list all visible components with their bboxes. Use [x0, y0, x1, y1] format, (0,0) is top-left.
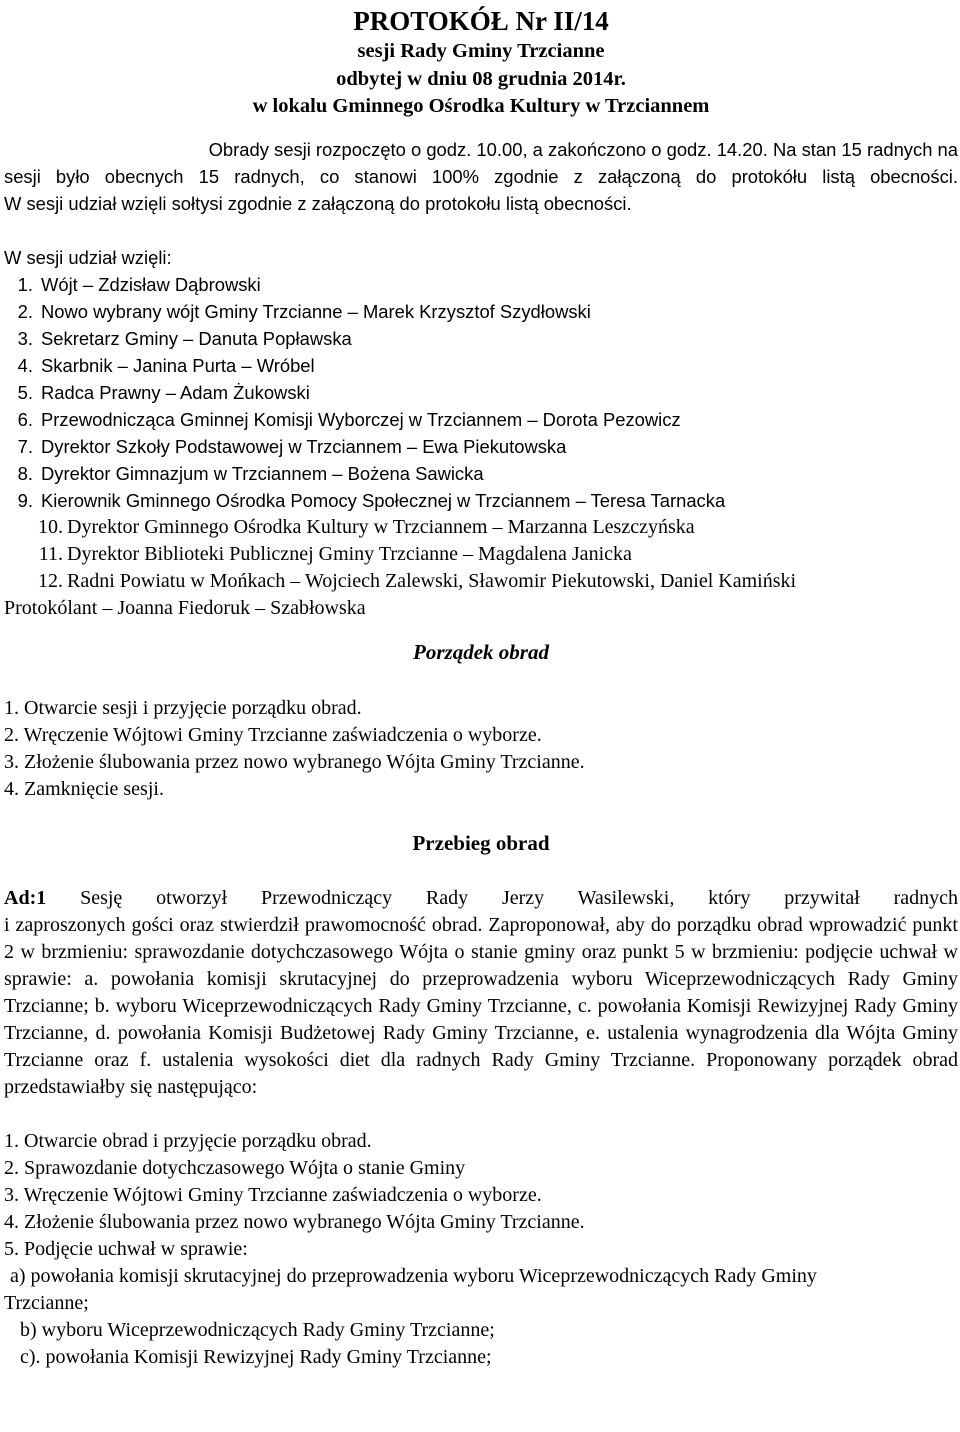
intro-paragraph — [4, 136, 958, 217]
proposed-sub-a-line1: a) powołania komisji skrutacyjnej do przeprowadzenia wyboru Wiceprzewodniczących Rady Gminy — [10, 1264, 817, 1287]
attendee-text: Radni Powiatu w Mońkach – Wojciech Zalewski, Sławomir Piekutowski, Daniel Kamiński — [67, 569, 797, 592]
proposed-agenda-item: 5. Podjęcie uchwał w sprawie: — [4, 1237, 248, 1260]
proposed-agenda-item: 2. Sprawozdanie dotychczasowego Wójta o stanie Gminy — [4, 1156, 466, 1179]
attendee-text: Dyrektor Szkoły Podstawowej w Trzciannem – Ewa Piekutowska — [41, 435, 567, 457]
attendee-text: Kierownik Gminnego Ośrodka Pomocy Społecznej w Trzciannem – Teresa Tarnacka — [41, 489, 726, 511]
intro-line-2: sesji było obecnych 15 radnych, co stanowi 100% zgodnie z załączoną do protokółu listą obecności. — [4, 165, 958, 187]
ad1-label: Ad:1 — [4, 886, 47, 909]
attendee-number: 1. — [17, 273, 33, 295]
attendee-number: 10. — [38, 515, 63, 538]
agenda-item: 2. Wręczenie Wójtowi Gminy Trzcianne zaświadczenia o wyborze. — [4, 723, 542, 746]
header-line-session: sesji Rady Gminy Trzcianne — [357, 40, 605, 62]
attendee-text: Skarbnik – Janina Purta – Wróbel — [41, 354, 315, 376]
attendee-item — [4, 460, 958, 487]
attendee-item — [4, 568, 958, 595]
attendee-item — [4, 514, 958, 541]
proposed-sub-c: c). powołania Komisji Rewizyjnej Rady Gminy Trzcianne; — [20, 1345, 492, 1368]
attendees-list — [4, 271, 958, 595]
intro-line-3: W sesji udział wzięli sołtysi zgodnie z załączoną do protokołu listą obecności. — [4, 192, 632, 214]
attendee-item — [4, 325, 958, 352]
attendees-heading: W sesji udział wzięli: — [4, 246, 172, 268]
attendee-number: 9. — [17, 489, 33, 511]
attendee-text: Dyrektor Biblioteki Publicznej Gminy Trzcianne – Magdalena Janicka — [67, 542, 632, 565]
ad1-first-line — [4, 885, 958, 912]
intro-line-1: Obrady sesji rozpoczęto o godz. 10.00, a zakończono o godz. 14.20. Na stan 15 radnych na — [208, 138, 958, 160]
attendee-item — [4, 487, 958, 514]
proposed-agenda-item: 1. Otwarcie obrad i przyjęcie porządku obrad. — [4, 1129, 372, 1152]
proposed-sub-b: b) wyboru Wiceprzewodniczących Rady Gminy Trzcianne; — [20, 1318, 495, 1341]
attendee-number: 12. — [38, 569, 63, 592]
attendee-number: 7. — [17, 435, 33, 457]
agenda-list — [4, 695, 958, 803]
proposed-agenda-item: 3. Wręczenie Wójtowi Gminy Trzcianne zaświadczenia o wyborze. — [4, 1183, 542, 1206]
ad1-paragraph — [4, 885, 958, 1101]
proceedings-title: Przebieg obrad — [412, 830, 550, 855]
document-title: PROTOKÓŁ Nr II/14 — [353, 6, 609, 36]
ad1-first-text: Sesję otworzył Przewodniczący Rady Jerzy Wasilewski, który przywitał radnych — [46, 886, 958, 909]
attendee-number: 6. — [17, 408, 33, 430]
proposed-agenda-list — [4, 1128, 958, 1263]
attendee-item — [4, 352, 958, 379]
header-line-date: odbytej w dniu 08 grudnia 2014r. — [336, 67, 626, 90]
attendee-item — [4, 379, 958, 406]
attendee-item — [4, 433, 958, 460]
header-line-location: w lokalu Gminnego Ośrodka Kultury w Trzciannem — [252, 95, 710, 117]
document-page — [4, 0, 958, 1371]
attendee-number: 3. — [17, 327, 33, 349]
attendee-number: 4. — [17, 354, 33, 376]
attendee-text: Nowo wybrany wójt Gminy Trzcianne – Marek Krzysztof Szydłowski — [41, 300, 591, 322]
attendee-number: 2. — [17, 300, 33, 322]
attendee-number: 11. — [38, 542, 63, 565]
attendee-item — [4, 406, 958, 433]
recorder-line: Protokólant – Joanna Fiedoruk – Szabłowska — [4, 596, 366, 619]
attendees-section — [4, 244, 958, 595]
attendee-text: Radca Prawny – Adam Żukowski — [41, 381, 310, 403]
proposed-sub-a — [4, 1263, 958, 1317]
attendee-text: Dyrektor Gimnazjum w Trzciannem – Bożena Sawicka — [41, 462, 484, 484]
attendee-text: Przewodnicząca Gminnej Komisji Wyborczej w Trzciannem – Dorota Pezowicz — [41, 408, 681, 430]
proposed-sub-a-line2: Trzcianne; — [4, 1291, 89, 1314]
attendee-number: 5. — [17, 381, 33, 403]
ad1-body: i zaproszonych gości oraz stwierdził prawomocność obrad. Zaproponował, aby do porządku obrad wprowadzić punkt 2 w brzmieniu: sprawozdanie dotychczasowego Wójta o stanie gminy oraz punkt 5 w brzmieniu: podjęcie uchwał w sprawie: a. powołania komisji skrutacyjnej do przeprowadzenia wyboru Wiceprzewodniczących Rady Gminy Trzcianne; b. wyboru Wiceprzewodniczących Rady Gminy Trzcianne, c. powołania Komisji Rewizyjnej Rady Gminy Trzcianne, d. powołania Komisji Budżetowej Rady Gminy Trzcianne, e. ustalenia wynagrodzenia dla Wójta Gminy Trzcianne oraz f. ustalenia wysokości diet dla radnych Rady Gminy Trzcianne. Proponowany porządek obrad przedstawiałby się następująco: — [4, 913, 958, 1098]
agenda-title: Porządek obrad — [413, 639, 549, 664]
attendee-text: Sekretarz Gminy – Danuta Popławska — [41, 327, 352, 349]
document-header — [4, 0, 958, 121]
proposed-agenda-item: 4. Złożenie ślubowania przez nowo wybranego Wójta Gminy Trzcianne. — [4, 1210, 585, 1233]
attendee-item — [4, 271, 958, 298]
attendee-number: 8. — [17, 462, 33, 484]
attendee-item — [4, 541, 958, 568]
agenda-item: 3. Złożenie ślubowania przez nowo wybranego Wójta Gminy Trzcianne. — [4, 750, 585, 773]
attendee-text: Dyrektor Gminnego Ośrodka Kultury w Trzciannem – Marzanna Leszczyńska — [67, 515, 695, 538]
attendee-text: Wójt – Zdzisław Dąbrowski — [41, 273, 261, 295]
agenda-item: 4. Zamknięcie sesji. — [4, 777, 164, 800]
agenda-item: 1. Otwarcie sesji i przyjęcie porządku obrad. — [4, 696, 362, 719]
attendee-item — [4, 298, 958, 325]
